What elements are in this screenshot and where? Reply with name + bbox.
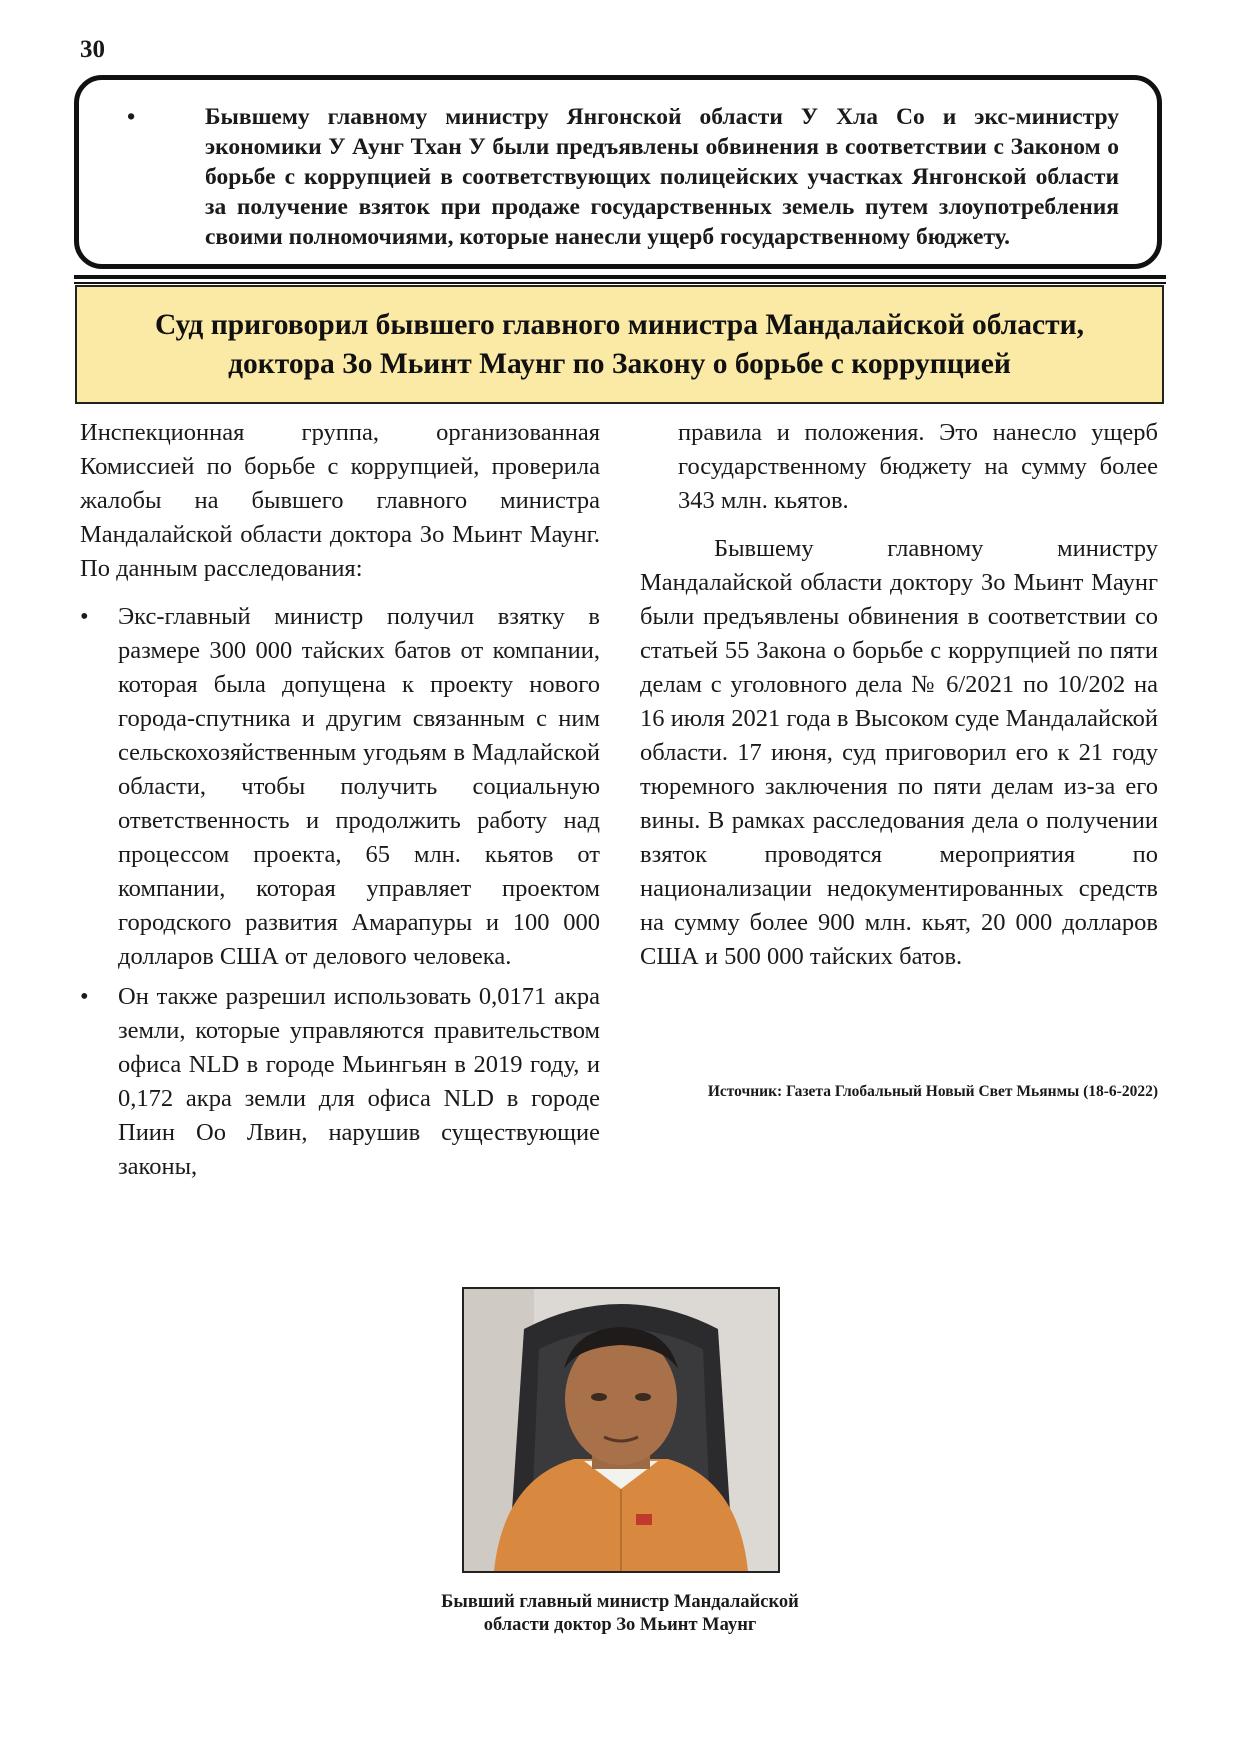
summary-list xyxy=(127,102,1119,252)
finding-text: Он также разрешил использовать 0,0171 акра земли, которые управляются правительством офиса NLD в городе Мьингьян в 2019 году, и 0,172 акра земли для офиса NLD в городе Пиин Оо Лвин, нарушив существующие законы, xyxy=(118,983,600,1180)
intro-paragraph: Инспекционная группа, организованная Комиссией по борьбе с коррупцией, проверила жалобы на бывшего главного министра Мандалайской области доктора Зо Мьинт Маунг. По данным расследования: xyxy=(80,419,600,582)
charges-paragraph: Бывшему главному министру Мандалайской области доктору Зо Мьинт Маунг были предъявлены обвинения в соответствии со статьей 55 Закона о борьбе с коррупцией по пяти делам с уголовного дела № 6/2021 по 10/202 на 16 июля 2021 года в Высоком суде Мандалайской области. 17 июня, суд приговорил его к 21 году тюремного заключения по пяти делам из-за его вины. В рамках расследования дела о получении взяток проводятся мероприятия по национализации недокументированных средств на сумму более 900 млн. кьят, 20 000 долларов США и 500 000 тайских батов. xyxy=(640,535,1158,970)
summary-text: Бывшему главному министру Янгонской области У Хла Со и экс-министру экономики У Аунг Тхан У были предъявлены обвинения в соответствии с Законом о борьбе с коррупцией в соответствующих полицейских участках Янгонской области за получение взяток при продаже государственных земель путем злоупотребления своими полномочиями, которые нанесли ущерб государственному бюджету. xyxy=(205,104,1119,250)
finding-item xyxy=(80,600,600,974)
summary-item xyxy=(127,102,1119,252)
bullet-icon: • xyxy=(80,603,89,630)
findings-list xyxy=(80,600,600,1184)
right-column xyxy=(640,416,1158,974)
portrait-illustration xyxy=(464,1289,778,1571)
caption-line-1: Бывший главный министр Мандалайской xyxy=(441,1592,799,1612)
caption-line-2: области доктор Зо Мьинт Маунг xyxy=(483,1615,757,1635)
divider-thick xyxy=(74,275,1166,279)
article-headline xyxy=(155,306,1084,384)
bullet-icon: • xyxy=(80,983,89,1010)
bullet-icon: • xyxy=(127,104,136,130)
photo-caption xyxy=(362,1591,878,1637)
headline-line-2: доктора Зо Мьинт Маунг по Закону о борьбе с коррупцией xyxy=(228,347,1011,380)
finding-text: Экс-главный министр получил взятку в размере 300 000 тайских батов от компании, которая была допущена к проекту нового города-спутника и другим связанным с ним сельскохозяйственным угодьям в Мадлайской области, чтобы получить социальную ответственность и продолжить работу над процессом проекта, 65 млн. кьятов от компании, которая управляет проектом городского развития Амарапуры и 100 000 долларов США от делового человека. xyxy=(118,603,600,970)
headline-line-1: Суд приговорил бывшего главного министра Мандалайской области, xyxy=(154,308,1085,341)
page-number: 30 xyxy=(80,36,105,63)
divider-thin xyxy=(74,282,1166,284)
finding-continuation: правила и положения. Это нанесло ущерб государственному бюджету на сумму более 343 млн. кьятов. xyxy=(678,419,1158,514)
summary-box xyxy=(74,75,1162,269)
left-column xyxy=(80,416,600,1190)
portrait-photo xyxy=(462,1287,780,1573)
finding-item xyxy=(80,980,600,1184)
source-citation: Источник: Газета Глобальный Новый Свет Мьянмы (18-6-2022) xyxy=(707,1083,1158,1100)
headline-box xyxy=(75,285,1164,404)
